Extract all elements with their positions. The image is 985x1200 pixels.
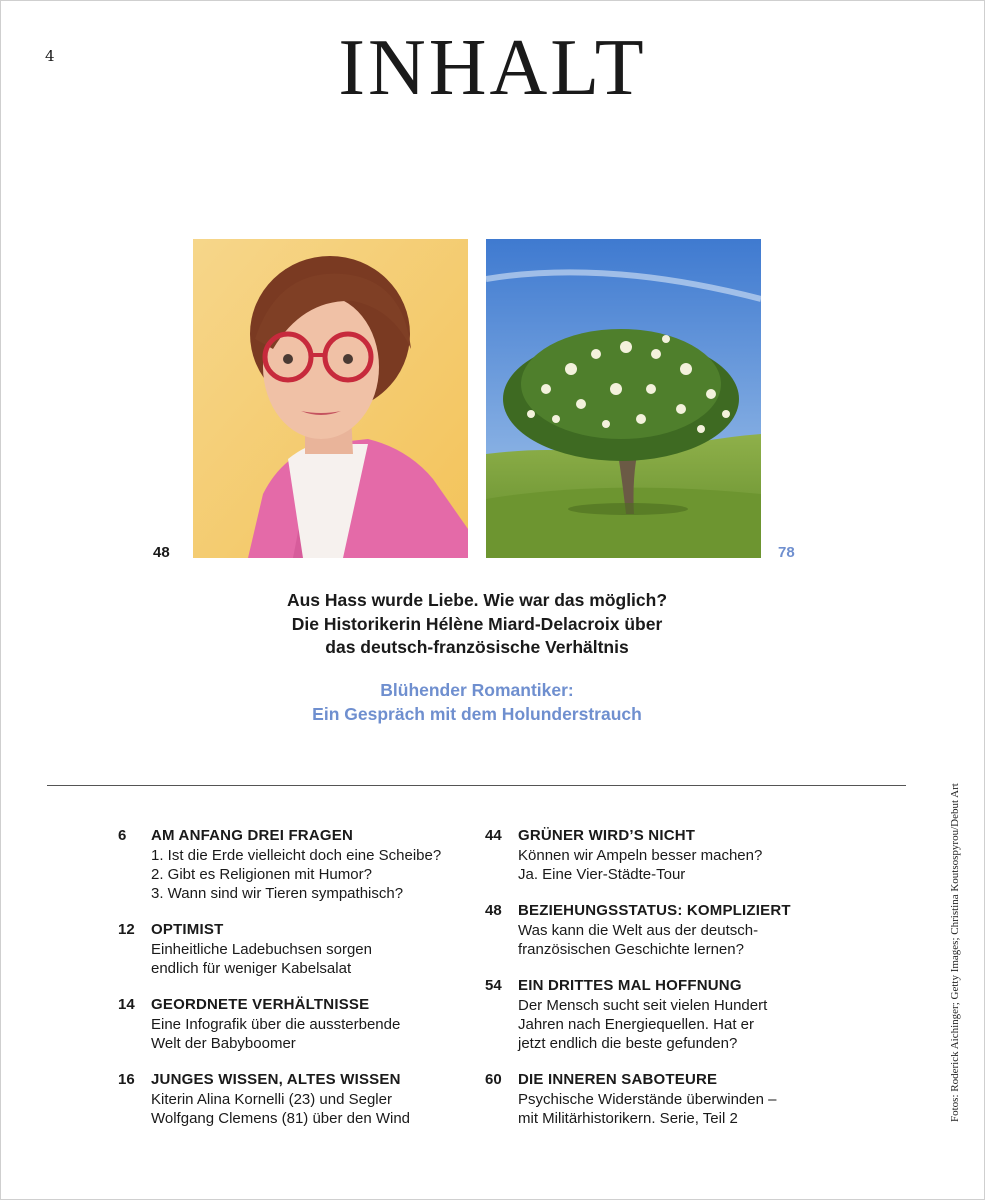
toc-entry[interactable] [118, 826, 468, 920]
toc-description: französischen Geschichte lernen? [518, 941, 744, 958]
teaser-line: Blühender Romantiker: [380, 680, 574, 700]
toc-description: Eine Infografik über die aussterbende [151, 1016, 401, 1033]
toc-description: 2. Gibt es Religionen mit Humor? [151, 866, 372, 883]
toc-page-number: 48 [485, 902, 502, 919]
toc-page-number: 60 [485, 1071, 502, 1088]
toc-description: Der Mensch sucht seit vielen Hundert [518, 997, 768, 1014]
toc-description: Jahren nach Energiequellen. Hat er [518, 1016, 754, 1033]
toc-description: Können wir Ampeln besser machen? [518, 847, 763, 864]
toc-page-number: 14 [118, 996, 135, 1013]
toc-description: Was kann die Welt aus der deutsch- [518, 922, 759, 939]
toc-description: 3. Wann sind wir Tieren sympathisch? [151, 885, 404, 902]
divider [47, 785, 906, 786]
toc-heading: EIN DRITTES MAL HOFFNUNG [518, 977, 742, 994]
teaser-page-number-left[interactable]: 48 [153, 544, 170, 561]
toc-description: Welt der Babyboomer [151, 1035, 296, 1052]
toc-page-number: 16 [118, 1071, 135, 1088]
teaser-line: Aus Hass wurde Liebe. Wie war das möglich? [286, 590, 668, 610]
toc-entry[interactable] [485, 826, 845, 901]
toc-entry[interactable] [485, 1070, 845, 1128]
toc-description: Kiterin Alina Kornelli (23) und Segler [151, 1091, 392, 1108]
teaser-line: Die Historikerin Hélène Miard-Delacroix über [291, 613, 663, 634]
page-number: 4 [45, 47, 55, 65]
toc-description: Psychische Widerstände überwinden – [518, 1091, 777, 1108]
toc-page-number: 12 [118, 921, 135, 938]
toc-entry[interactable] [118, 1070, 468, 1128]
toc-description: Ja. Eine Vier-Städte-Tour [518, 866, 686, 883]
toc-description: Wolfgang Clemens (81) über den Wind [151, 1110, 411, 1127]
teaser-history[interactable] [192, 589, 762, 660]
toc-heading: DIE INNEREN SABOTEURE [518, 1071, 718, 1088]
toc-description: endlich für weniger Kabelsalat [151, 960, 352, 977]
page-title: INHALT [338, 24, 647, 112]
elder-tree-photo[interactable] [486, 239, 761, 558]
photo-credit: Fotos: Roderick Aichinger; Getty Images; Christina Koutsospyrou/Debut Art [949, 783, 961, 1122]
toc-heading: AM ANFANG DREI FRAGEN [151, 827, 353, 844]
toc-entry[interactable] [485, 976, 845, 1070]
toc-heading: BEZIEHUNGSSTATUS: KOMPLIZIERT [518, 902, 791, 919]
toc-description: mit Militärhistorikern. Serie, Teil 2 [518, 1110, 738, 1127]
toc-column-right [485, 826, 845, 1128]
toc-description: jetzt endlich die beste gefunden? [518, 1035, 738, 1052]
teaser-page-number-right[interactable]: 78 [778, 544, 795, 561]
toc-column-left [118, 826, 468, 1128]
toc-page-number: 44 [485, 827, 502, 844]
toc-heading: GRÜNER WIRD’S NICHT [518, 827, 696, 844]
teaser-line: Ein Gespräch mit dem Holunderstrauch [312, 703, 642, 724]
toc-description: 1. Ist die Erde vielleicht doch eine Scheibe? [151, 847, 442, 864]
teaser-elder[interactable] [192, 679, 762, 726]
toc-entry[interactable] [118, 920, 468, 995]
toc-page-number: 6 [118, 827, 127, 844]
toc-description: Einheitliche Ladebuchsen sorgen [151, 941, 372, 958]
toc-page-number: 54 [485, 977, 502, 994]
teaser-line: das deutsch-französische Verhältnis [325, 637, 629, 657]
toc-heading: JUNGES WISSEN, ALTES WISSEN [151, 1071, 401, 1088]
toc-heading: GEORDNETE VERHÄLTNISSE [151, 996, 370, 1013]
portrait-woman-photo[interactable] [193, 239, 468, 558]
toc-heading: OPTIMIST [151, 921, 224, 938]
toc-entry[interactable] [485, 901, 845, 976]
toc-entry[interactable] [118, 995, 468, 1070]
